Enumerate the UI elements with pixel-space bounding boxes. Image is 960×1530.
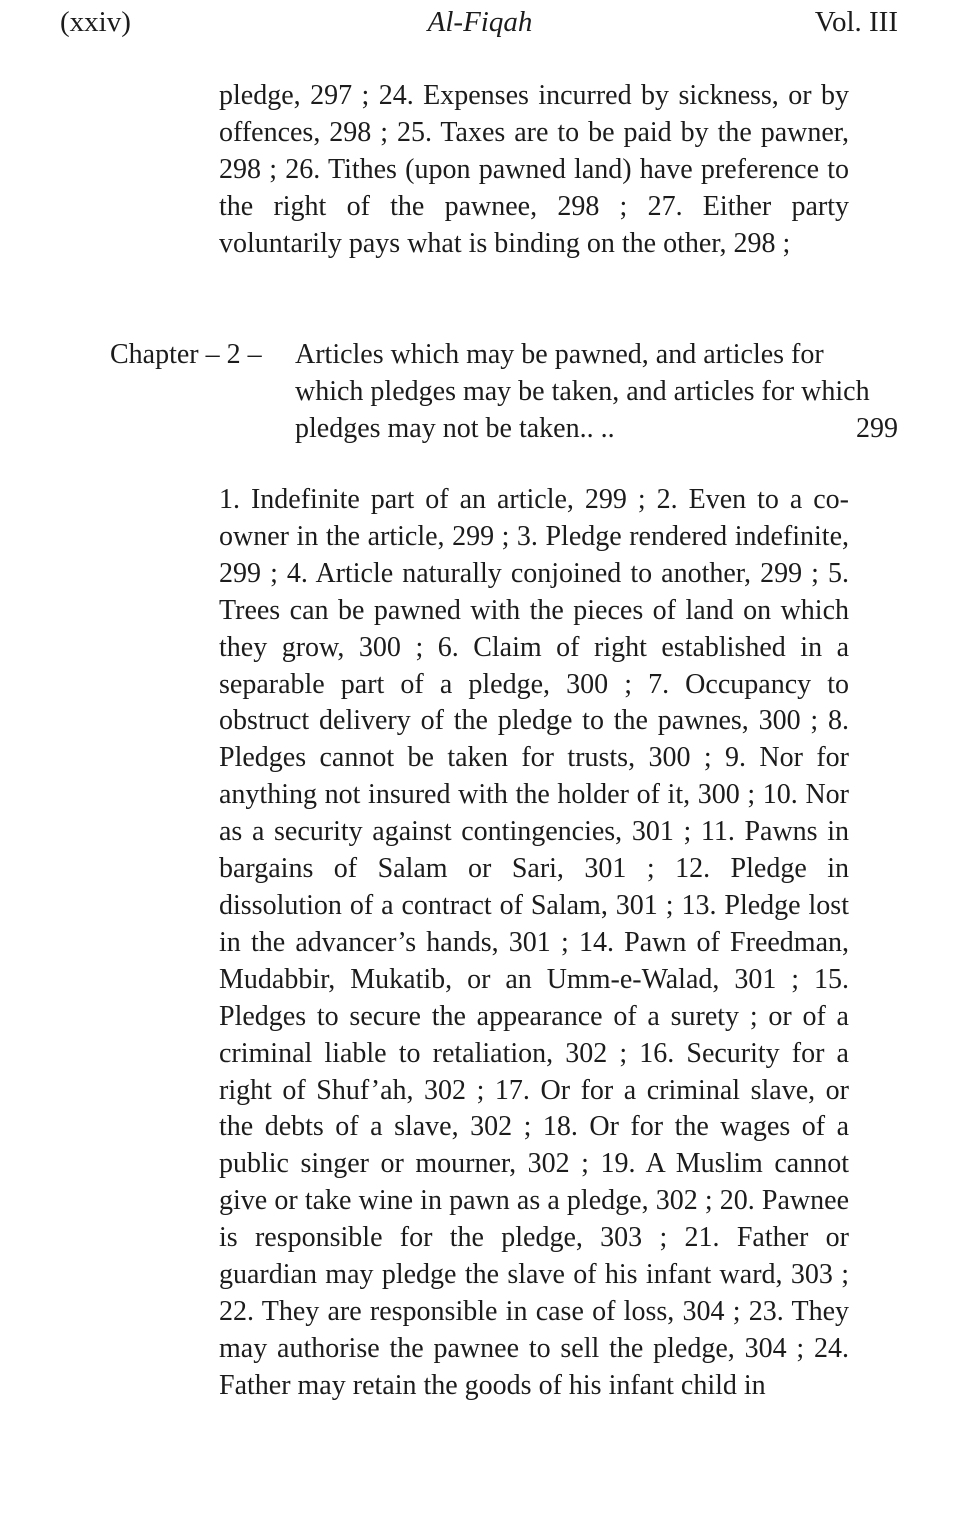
- book-title: Al-Fiqah: [427, 6, 533, 38]
- chapter-label: Chapter – 2 –: [110, 339, 262, 370]
- chapter-contents-paragraph: 1. Indefinite part of an article, 299 ; 2. Even to a co-owner in the article, 299 ; 3. Pledge rendered indefinite, 299 ; 4. Article naturally conjoined to another, 299 ; 5. Trees can be pawned with the pieces of land on which they grow, 300 ; 6. Claim of right established in a separable part of a pledge, 300 ; 7. Occupancy to obstruct delivery of the pledge to the pawnes, 300 ; 8. Pledges cannot be taken for trusts, 300 ; 9. Nor for anything not insured with the holder of it, 300 ; 10. Nor as a security against contingencies, 301 ; 11. Pawns in bargains of Salam or Sari, 301 ; 12. Pledge in dissolution of a contract of Salam, 301 ; 13. Pledge lost in the advancer’s hands, 301 ; 14. Pawn of Freedman, Mudabbir, Mukatib, or an Umm-e-Walad, 301 ; 15. Pledges to secure the appearance of a surety ; or of a criminal liable to retaliation, 302 ; 16. Security for a right of Shuf’ah, 302 ; 17. Or for a criminal slave, or the debts of a slave, 302 ; 18. Or for the wages of a public singer or mourner, 302 ; 19. A Muslim cannot give or take wine in pawn as a pledge, 302 ; 20. Pawnee is responsible for the pledge, 303 ; 21. Father or guardian may pledge the slave of his infant ward, 303 ; 22. They are responsible in case of loss, 304 ; 23. They may authorise the pawnee to sell the pledge, 304 ; 24. Father may retain the goods of his infant child in: [219, 484, 849, 1401]
- volume-label: Vol. III: [814, 6, 898, 38]
- continued-contents-paragraph: pledge, 297 ; 24. Expenses incurred by sickness, or by offences, 298 ; 25. Taxes are to be paid by the pawner, 298 ; 26. Tithes (upon pawned land) have preference to the right of the pawnee, 298 ; 27. Either party voluntarily pays what is binding on the other, 298 ;: [219, 80, 849, 259]
- chapter-page-number: 299: [856, 412, 898, 444]
- page-number-roman: (xxiv): [60, 6, 131, 38]
- chapter-title: Articles which may be pawned, and articles for which pledges may be taken, and articles for which pledges may not be taken.. ..: [295, 339, 870, 444]
- running-header: [0, 2, 960, 42]
